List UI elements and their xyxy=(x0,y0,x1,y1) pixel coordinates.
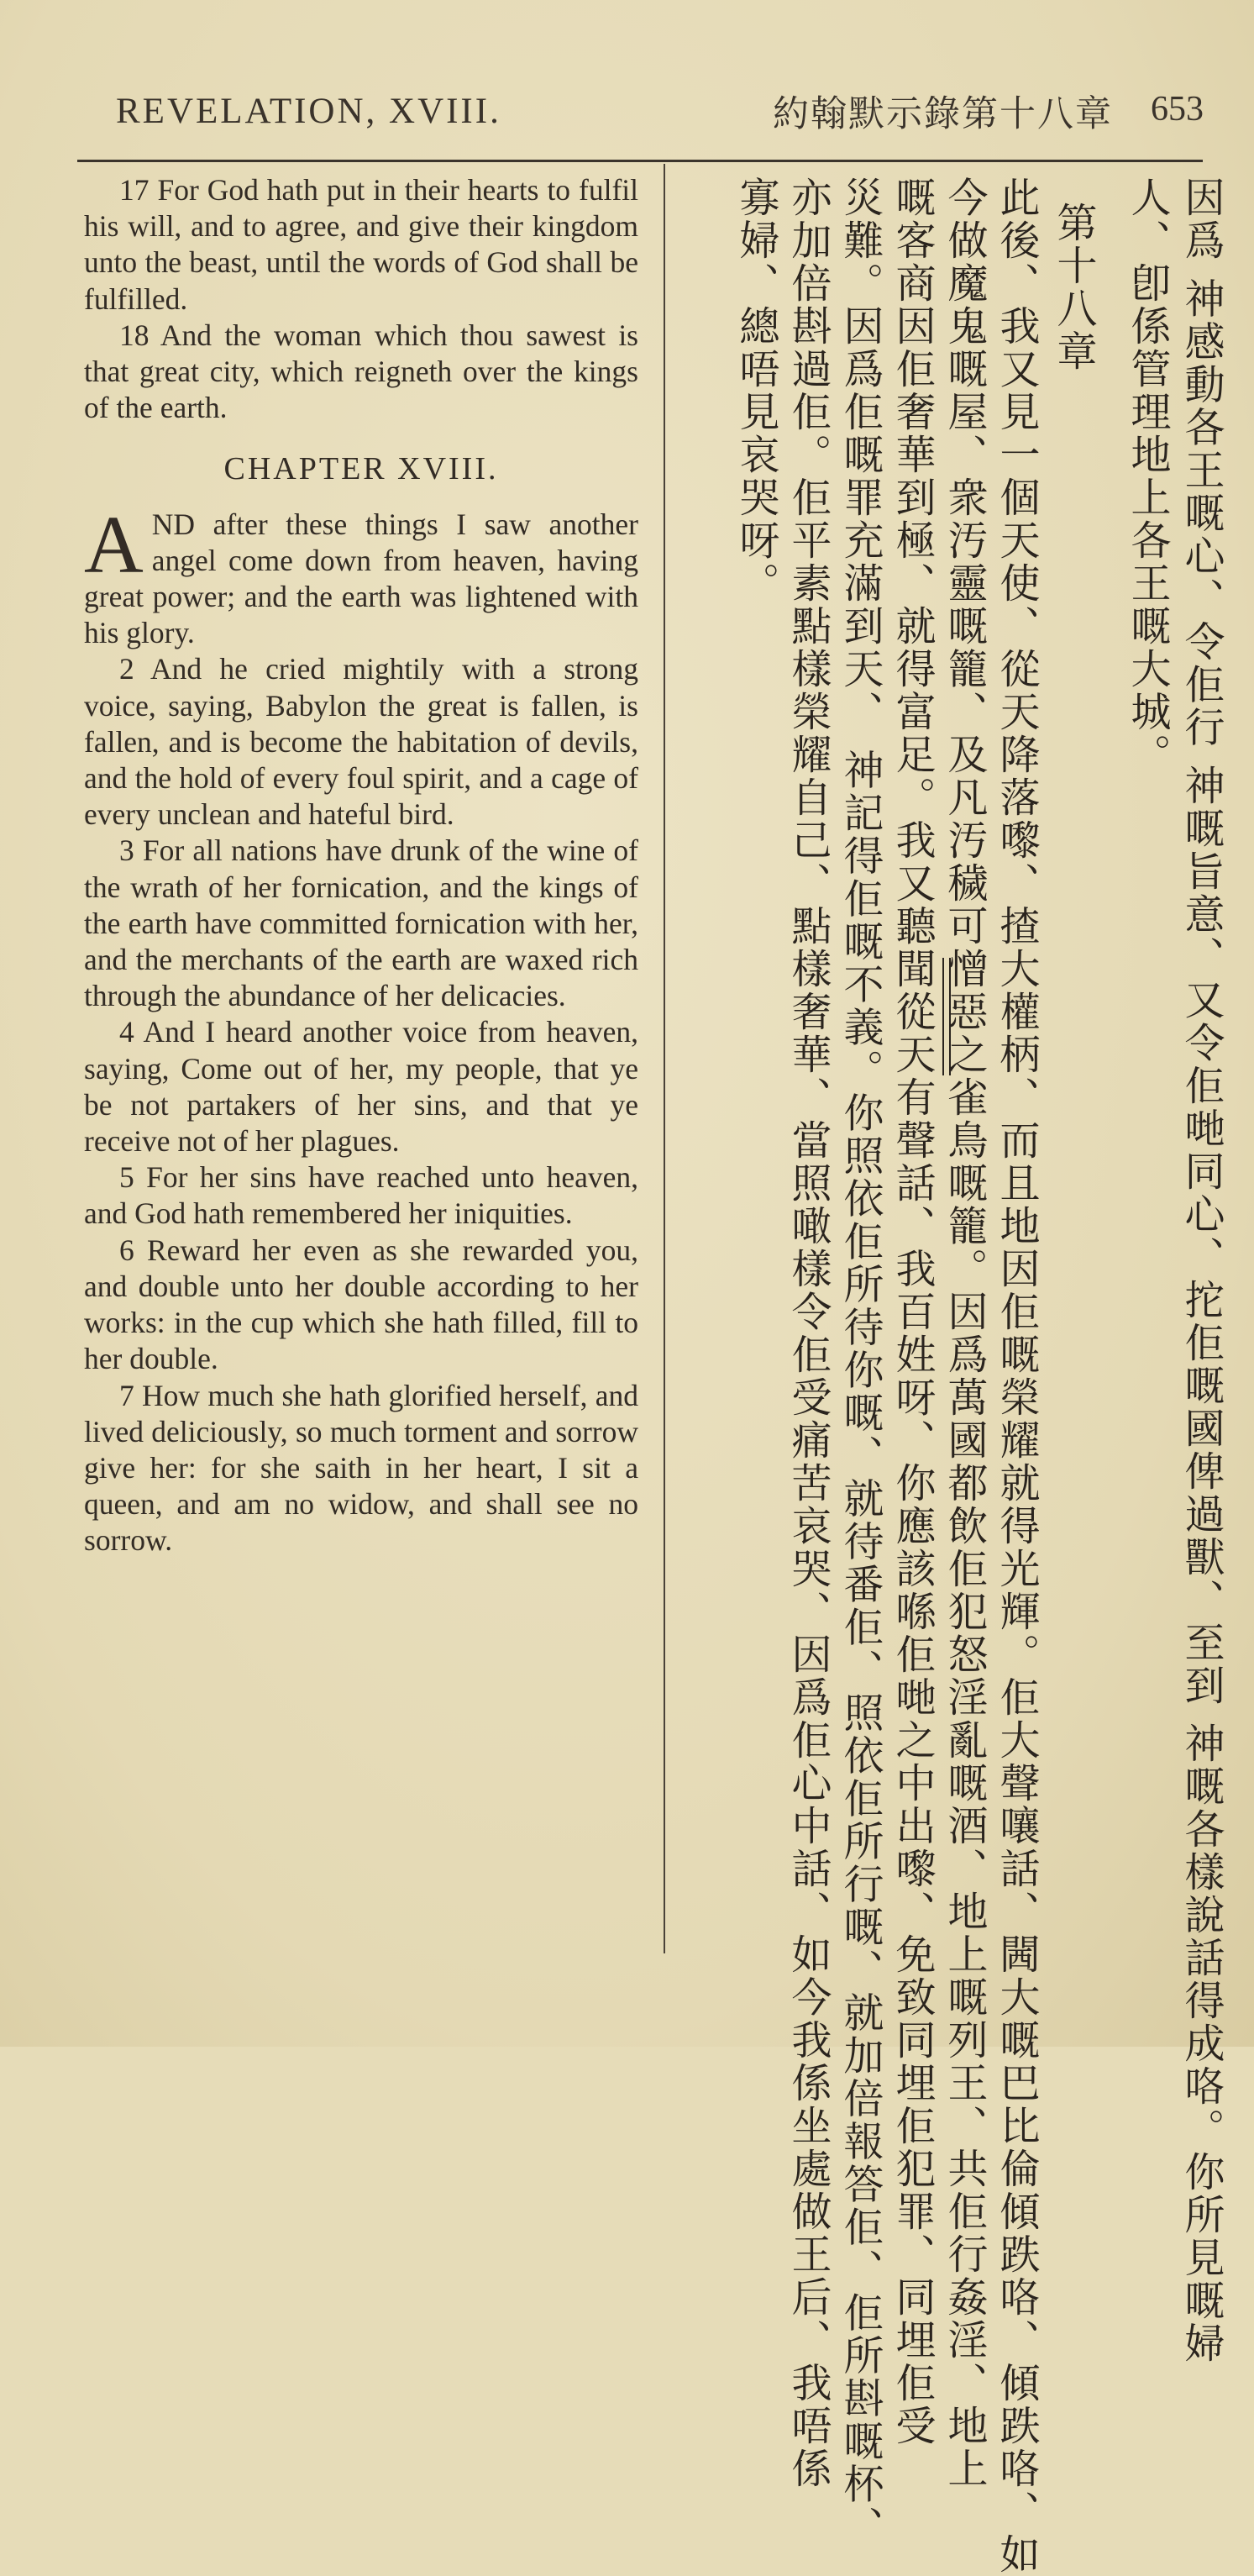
chinese-column xyxy=(672,176,1230,2576)
verse-7: 7 How much she hath glorified herself, and lived deliciously, so much torment and sorrow give her: for she saith in her heart, I sit a queen, and am no widow, and shall see no sorrow. xyxy=(84,1378,638,1558)
proper-name-mark xyxy=(942,958,951,1075)
running-head-chinese: 約翰默示錄第十八章 xyxy=(773,93,1113,135)
chinese-line: 此後、我又見一個天使、從天降落嚟、揸大權柄、而且地因佢嘅榮耀就得光輝。佢大聲嚷話、閪大嘅巴比倫傾跌咯、傾跌咯、如 xyxy=(993,176,1040,2576)
chinese-line: 因爲 神感動各王嘅心、令佢行 神嘅旨意、又令佢哋同心、拕佢嘅國俾過獸、至到 神嘅各樣說話得成咯。你所見嘅婦 xyxy=(1178,176,1225,2365)
chinese-line: 亦加倍斟過佢。佢平素點樣榮耀自己、點樣奢華、當照噉樣令佢受痛苦哀哭、因爲佢心中話、如今我係坐處做王后、我唔係 xyxy=(784,176,832,2490)
verse-3: 3 For all nations have drunk of the wine of the wrath of her fornication, and the kings of the earth have committed fornication with her, and the merchants of the earth are waxed rich through the abundance of her delicacies. xyxy=(84,833,638,1013)
verse-18: 18 And the woman which thou sawest is that great city, which reigneth over the kings of the earth. xyxy=(84,318,638,425)
running-head-english: REVELATION, XVIII. xyxy=(116,92,501,131)
verse-1 xyxy=(84,499,638,652)
drop-cap: A xyxy=(84,499,144,591)
chapter-heading: CHAPTER XVIII. xyxy=(223,451,499,487)
chinese-line: 災難。因爲佢嘅罪充滿到天、 神記得佢嘅不義。你照依佢所待你嘅、就待番佢、照依佢所行嘅、就加倍報答佢、佢所斟嘅杯、 xyxy=(837,176,884,2549)
chinese-line: 寡婦、總唔見哀哭呀。 xyxy=(732,176,779,605)
column-divider xyxy=(664,164,665,1953)
verse-17: 17 For God hath put in their hearts to fulfil his will, and to agree, and give their kingdom unto the beast, until the words of God shall be fulfilled. xyxy=(84,173,638,316)
verse-5: 5 For her sins have reached unto heaven, and God hath remembered her iniquities. xyxy=(84,1160,638,1231)
verse-4: 4 And I heard another voice from heaven, saying, Come out of her, my people, that ye be not partakers of her sins, and that ye receive not of her plagues. xyxy=(84,1015,638,1159)
english-column xyxy=(84,172,638,1559)
chinese-chapter-heading: 第十八章 xyxy=(1050,202,1097,373)
verse-1-text: ND after these things I saw another angel come down from heaven, having great power; and the earth was lightened with his glory. xyxy=(84,507,638,650)
chinese-line: 人、卽係管理地上各王嘅大城。 xyxy=(1124,176,1171,776)
verse-2: 2 And he cried mightily with a strong voice, saying, Babylon the great is fallen, is fallen, and is become the habitation of devils, and the hold of every foul spirit, and a cage of every unclean and hateful bird. xyxy=(84,652,638,832)
page-number: 653 xyxy=(1151,90,1204,129)
chinese-line: 嘅客商因佢奢華到極、就得富足。我又聽聞從天有聲話、我百姓呀、你應該喺佢哋之中出嚟、免致同埋佢犯罪、同埋佢受 xyxy=(889,176,936,2447)
header-rule xyxy=(77,160,1203,162)
verse-6: 6 Reward her even as she rewarded you, and double unto her double according to her works: in the cup which she hath filled, fill to her double. xyxy=(84,1233,638,1376)
chinese-line: 今做魔鬼嘅屋、衆汚靈嘅籠、及凡汚穢可憎惡之雀鳥嘅籠。因爲萬國都飲佢犯怒淫亂嘅酒、地上嘅列王、共佢行姦淫、地上 xyxy=(941,176,988,2490)
